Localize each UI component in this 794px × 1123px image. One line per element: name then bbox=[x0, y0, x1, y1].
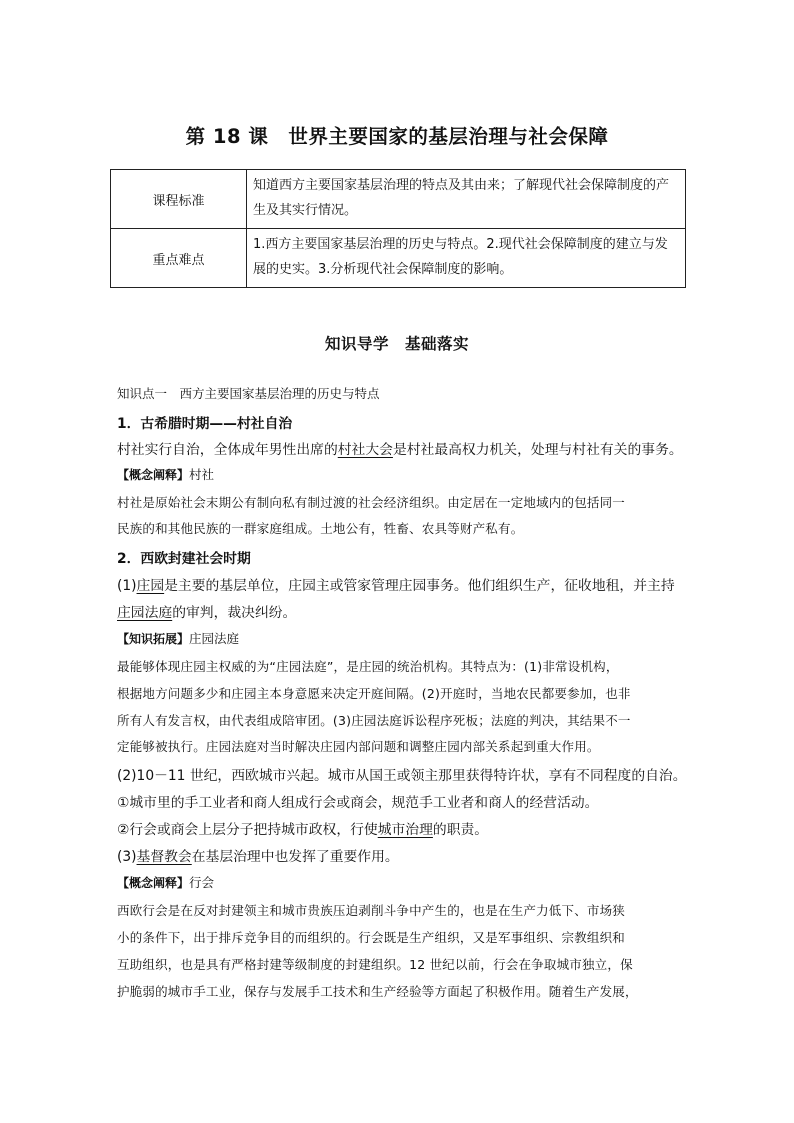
standards-text: 知道西方主要国家基层治理的特点及其由来；了解现代社会保障制度的产生及其实行情况。 bbox=[247, 170, 686, 229]
standards-table bbox=[110, 169, 686, 288]
key-points-text: 1.西方主要国家基层治理的历史与特点。2.现代社会保障制度的建立与发展的史实。3.分析现代社会保障制度的影响。 bbox=[247, 229, 686, 288]
concept-line: 小的条件下，出于排斥竞争目的而组织的。行会既是生产组织，又是军事组织、宗教组织和 bbox=[117, 930, 626, 945]
key-term: 基督教会 bbox=[136, 849, 192, 865]
extension-line: 定能够被执行。庄园法庭对当时解决庄园内部问题和调整庄园内部关系起到重大作用。 bbox=[117, 739, 600, 754]
extension-line: 根据地方问题多少和庄园主本身意愿来决定开庭间隔。(2)开庭时，当地农民都要参加，也非 bbox=[117, 686, 631, 701]
key-term: 庄园法庭 bbox=[117, 605, 173, 621]
paragraph-church: (3)基督教会在基层治理中也发挥了重要作用。 bbox=[117, 849, 399, 865]
lesson-title: 第 18 课 世界主要国家的基层治理与社会保障 bbox=[185, 125, 609, 148]
extension-line: 最能够体现庄园主权威的为“庄园法庭”，是庄园的统治机构。其特点为：(1)非常设机构， bbox=[117, 659, 619, 674]
concept-tag: 【概念阐释】 bbox=[117, 468, 190, 482]
knowledge-point-heading: 知识点一 西方主要国家基层治理的历史与特点 bbox=[117, 386, 380, 401]
concept-line: 民族的和其他民族的一群家庭组成。土地公有，牲畜、农具等财产私有。 bbox=[117, 521, 524, 536]
extension-tag: 【知识拓展】 bbox=[117, 632, 190, 646]
paragraph-manor: (1)庄园是主要的基层单位，庄园主或管家管理庄园事务。他们组织生产，征收地租，并主持 bbox=[117, 578, 675, 594]
concept-line: 村社是原始社会末期公有制向私有制过渡的社会经济组织。由定居在一定地域内的包括同一 bbox=[117, 495, 626, 510]
standards-label: 课程标准 bbox=[111, 170, 247, 229]
paragraph-cities: (2)10－11 世纪，西欧城市兴起。城市从国王或领主那里获得特许状，享有不同程度的自治。 bbox=[117, 768, 687, 784]
paragraph-guilds: ①城市里的手工业者和商人组成行会或商会，规范手工业者和商人的经营活动。 bbox=[117, 795, 599, 811]
table-row bbox=[111, 229, 686, 288]
key-term: 庄园 bbox=[136, 578, 165, 594]
table-row bbox=[111, 170, 686, 229]
subheading-feudal-europe: 2．西欧封建社会时期 bbox=[117, 551, 251, 567]
concept-line: 互助组织，也是具有严格封建等级制度的封建组织。12 世纪以前，行会在争取城市独立，保 bbox=[117, 957, 633, 972]
paragraph-city-governance: ②行会或商会上层分子把持城市政权，行使城市治理的职责。 bbox=[117, 822, 489, 838]
subheading-ancient-greece: 1．古希腊时期——村社自治 bbox=[117, 416, 293, 432]
key-points-label: 重点难点 bbox=[111, 229, 247, 288]
concept-line: 西欧行会是在反对封建领主和城市贵族压迫剥削斗争中产生的，也是在生产力低下、市场狭 bbox=[117, 903, 626, 918]
key-term: 村社大会 bbox=[337, 442, 393, 458]
paragraph-manor-cont: 庄园法庭的审判，裁决纠纷。 bbox=[117, 605, 297, 621]
concept-tag: 【概念阐释】 bbox=[117, 876, 190, 890]
extension-line: 所有人有发言权，由代表组成陪审团。(3)庄园法庭诉讼程序死板；法庭的判决，其结果不一 bbox=[117, 713, 631, 728]
concept-box-heading: 【概念阐释】行会 bbox=[117, 875, 215, 890]
section-title: 知识导学 基础落实 bbox=[324, 335, 469, 353]
concept-line: 护脆弱的城市手工业，保存与发展手工技术和生产经验等方面起了积极作用。随着生产发展， bbox=[117, 984, 638, 999]
extension-box-heading: 【知识拓展】庄园法庭 bbox=[117, 631, 240, 646]
key-term: 城市治理 bbox=[377, 822, 433, 838]
paragraph-village: 村社实行自治，全体成年男性出席的村社大会是村社最高权力机关，处理与村社有关的事务。 bbox=[117, 442, 683, 458]
concept-box-heading: 【概念阐释】村社 bbox=[117, 467, 215, 482]
